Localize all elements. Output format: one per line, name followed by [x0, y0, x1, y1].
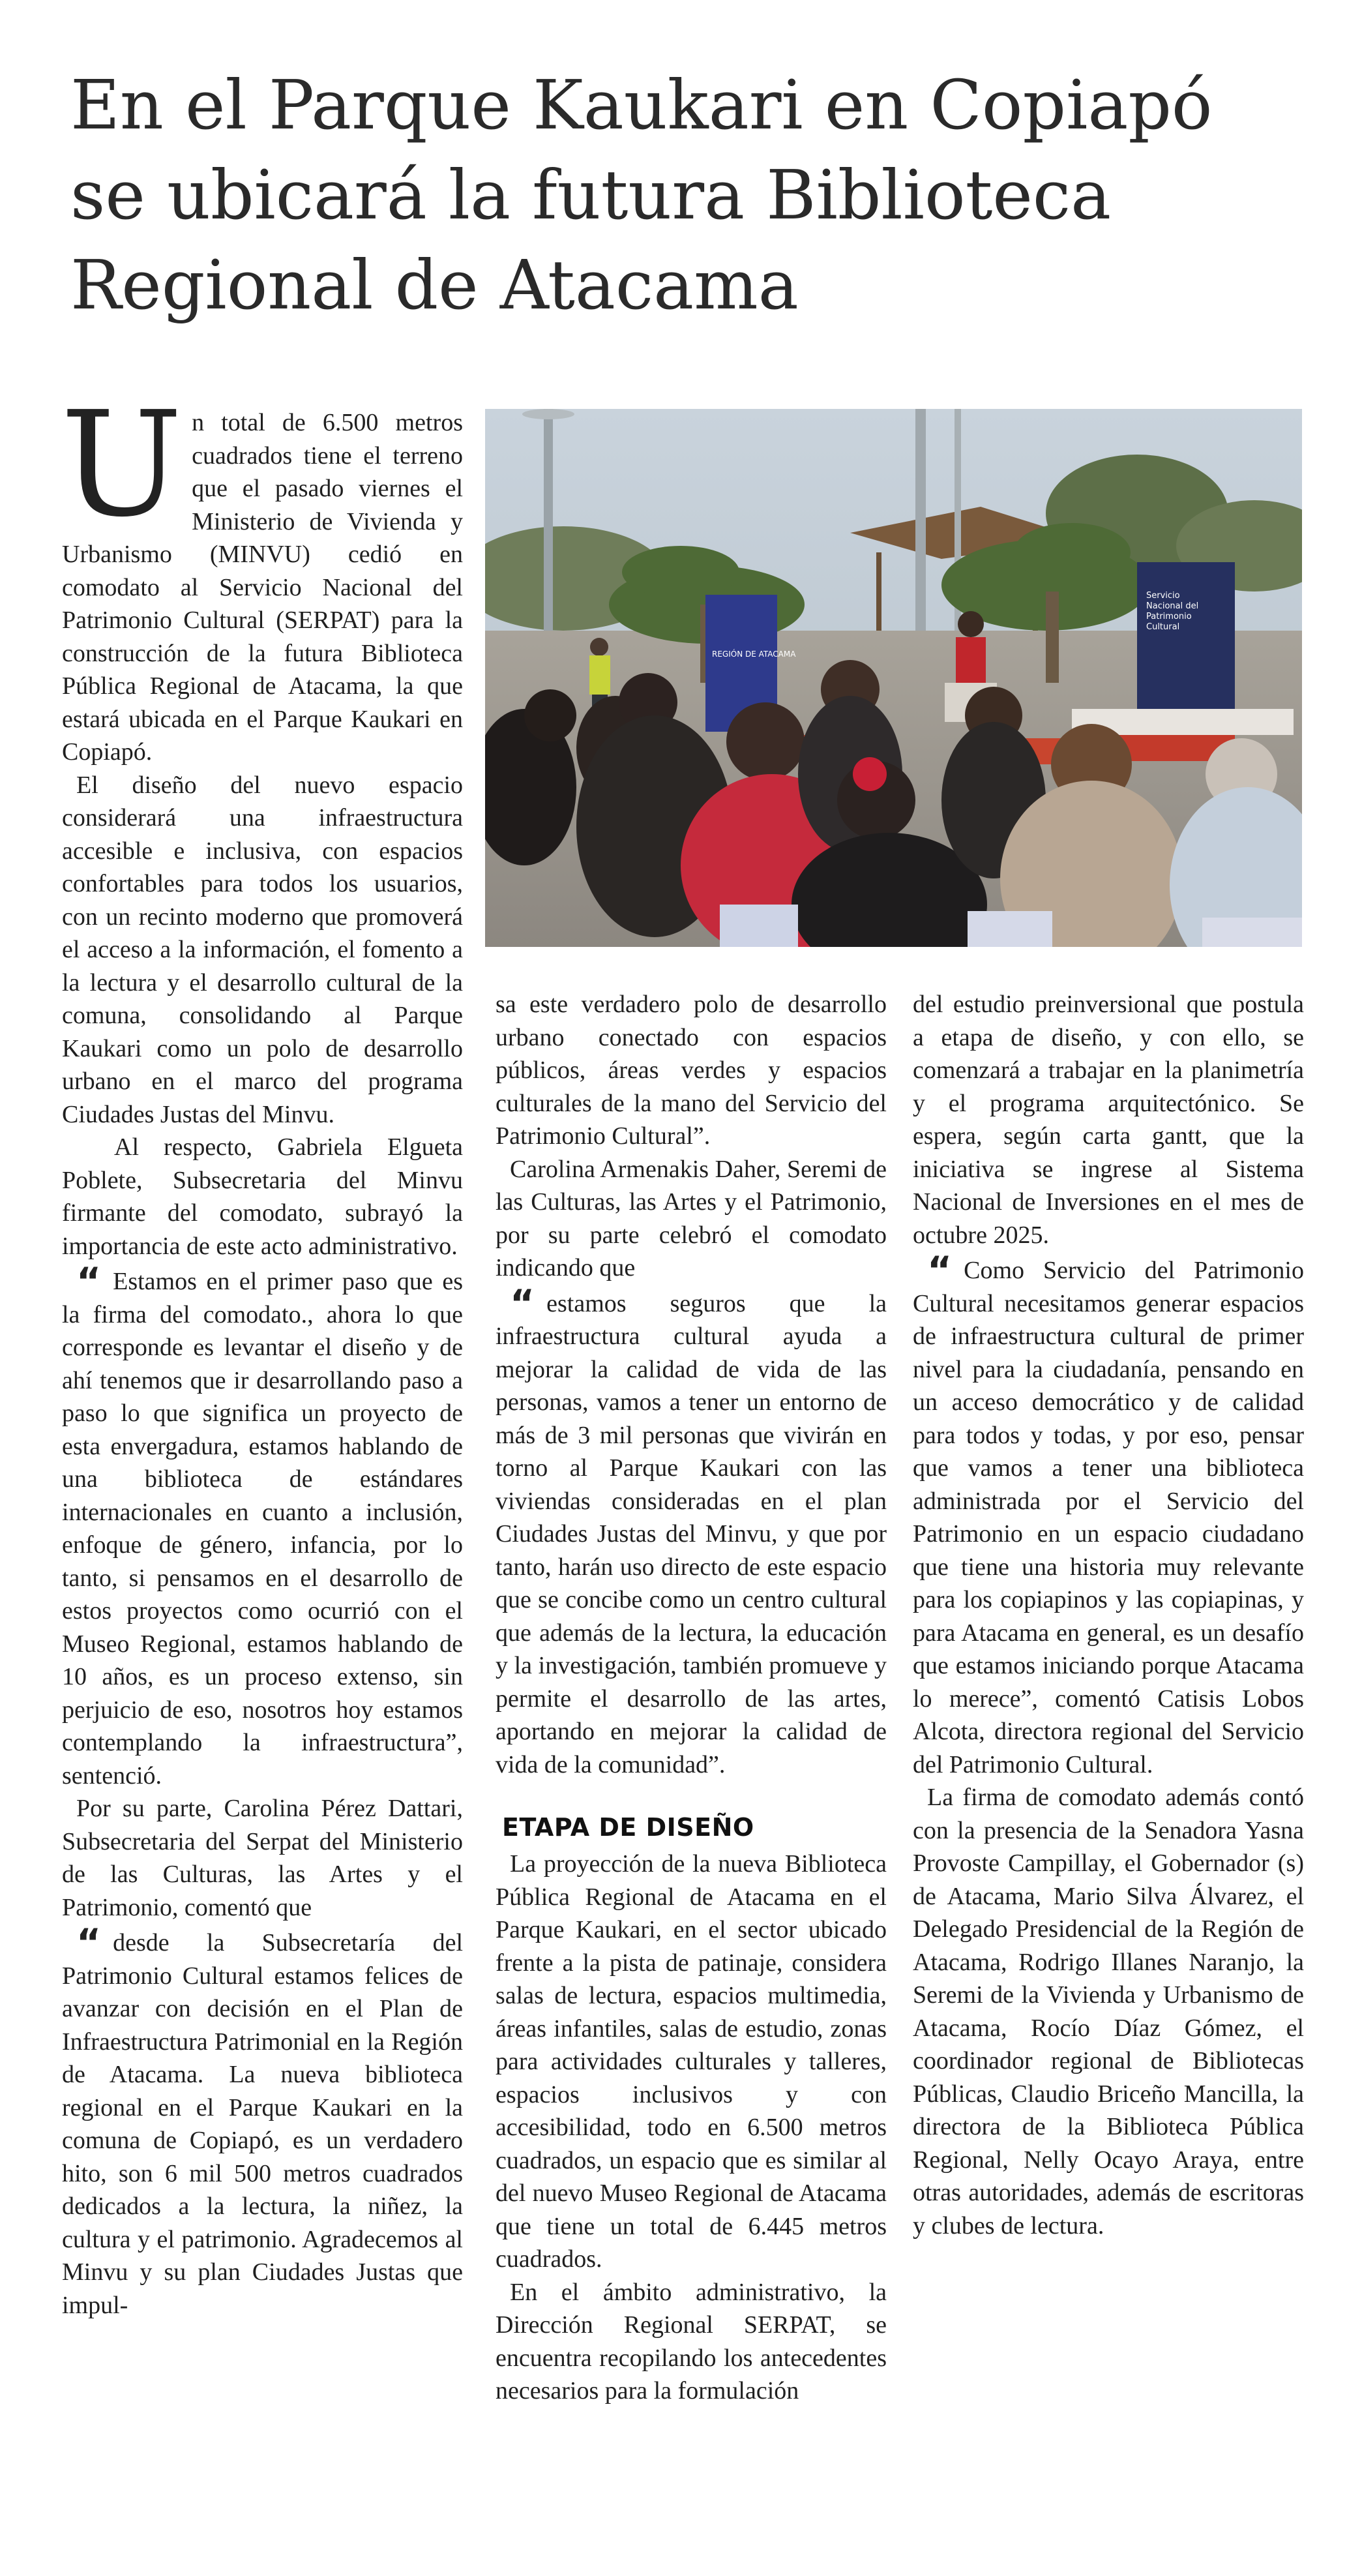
banner-right-line2: Nacional del	[1146, 601, 1199, 611]
quote-text: estamos seguros que la infraestructura cultural ayuda a mejorar la calidad de vida de las personas, vamos a tener un entorno de más de 3 mil personas que vivirán en torno al Parque Kaukari con las viviendas consideradas en el plan Ciudades Justas del Minvu, y que por tanto, harán uso directo de este espacio que se concibe como un centro cultural que además de la lectura, la educación y la investigación, también promueve y permite el desarrollo de las artes, aportando en mejorar la calidad de vida de la comunidad”.	[496, 1289, 887, 1778]
paragraph: sa este verdadero polo de desarrollo urbano conectado con espacios públicos, áreas verdes y espacios culturales de la mano del Servicio del Patrimonio Cultural”.	[496, 991, 887, 1150]
quote-mark-icon: “	[76, 1921, 102, 1965]
paragraph: Por su parte, Carolina Pérez Dattari, Subsecretaria del Serpat del Ministerio de las Culturas, las Artes y el Patrimonio, comentó que	[62, 1795, 463, 1921]
column-3	[913, 988, 1304, 2242]
quote-paragraph	[496, 1281, 887, 1782]
quote-paragraph	[62, 1921, 463, 2322]
section-heading: ETAPA DE DISEÑO	[502, 1813, 754, 1842]
quote-text: Como Servicio del Patrimonio Cultural necesitamos generar espacios de infraestructura cultural de primer nivel para la ciudadanía, pensando en un acceso democrático y de calidad para todos y todas, y por eso, pensar que vamos a tener una biblioteca administrada por el Servicio del Patrimonio en un espacio ciudadano que tiene una historia muy relevante para los copiapinos y las copiapinas, y para Atacama en general, es un desafío que estamos iniciando porque Atacama lo merece”, comentó Catisis Lobos Alcota, directora regional del Servicio del Patrimonio Cultural.	[913, 1257, 1304, 1778]
paragraph: La firma de comodato además contó con la presencia de la Senadora Yasna Provoste Campillay, el Gobernador (s) de Atacama, Mario Silva Álvarez, el Delegado Presidencial de la Región de Atacama, Rodrigo Illanes Naranjo, la Seremi de la Vivienda y Urbanismo de Atacama, Rocío Díaz Gómez, el coordinador regional de Bibliotecas Públicas, Claudio Briceño Mancilla, la directora de la Biblioteca Pública Regional, Nelly Ocayo Araya, entre otras autoridades, además de escritoras y clubes de lectura.	[913, 1784, 1304, 2239]
drop-cap: U	[61, 381, 183, 549]
headline: En el Parque Kaukari en Copiapó se ubicará la futura Biblioteca Regional de Atacama	[70, 65, 1213, 325]
paragraph: Carolina Armenakis Daher, Seremi de las Culturas, las Artes y el Patrimonio, por su parte celebró el comodato indicando que	[496, 1155, 887, 1281]
banner-right-line4: Cultural	[1146, 622, 1180, 632]
paragraph: n total de 6.500 metros cuadrados tiene el terreno que el pasado viernes el Ministerio de Vivienda y Urbanismo (MINVU) cedió en comodato al Servicio Nacional del Patrimonio Cultural (SERPAT) para la construcción de la futura Biblioteca Pública Regional de Atacama, la que estará ubicada en el Parque Kaukari en Copiapó.	[62, 409, 463, 766]
paragraph: El diseño del nuevo espacio considerará una infraestructura accesible e inclusiva, con espacios confortables para todos los usuarios, con un recinto moderno que promoverá el acceso a la información, el fomento a la lectura y el desarrollo cultural de la comuna, consolidando al Parque Kaukari como un polo de desarrollo urbano en el marco del programa Ciudades Justas del Minvu.	[62, 771, 463, 1128]
column-2	[496, 988, 887, 2408]
quote-paragraph	[913, 1248, 1304, 1781]
paragraph: del estudio preinversional que postula a etapa de diseño, y con ello, se comenzará a trabajar en la planimetría y el programa arquitectónico. Se espera, según carta gantt, que la iniciativa se ingrese al Sistema Nacional de Inversiones en el mes de octubre 2025.	[913, 991, 1304, 1249]
event-photo	[485, 409, 1302, 947]
quote-mark-icon: “	[76, 1259, 102, 1304]
banner-right-line1: Servicio	[1146, 591, 1180, 601]
banner-left-text: REGIÓN DE ATACAMA	[712, 650, 796, 659]
banner-right-line3: Patrimonio	[1146, 612, 1192, 622]
quote-mark-icon: “	[927, 1248, 953, 1293]
paragraph: La proyección de la nueva Biblioteca Pública Regional de Atacama en el Parque Kaukari, en el sector ubicado frente a la pista de patinaje, considera salas de lectura, espacios multimedia, áreas infantiles, salas de estudio, zonas para actividades culturales y talleres, espacios inclusivos y con accesibilidad, todo en 6.500 metros cuadrados, un espacio que es similar al del nuevo Museo Regional de Atacama que tiene un total de 6.445 metros cuadrados.	[496, 1850, 887, 2273]
quote-text: Estamos en el primer paso que es la firma del comodato., ahora lo que corresponde es levantar el diseño y de ahí tenemos que ir desarrollando paso a paso lo que significa un proyecto de esta envergadura, estamos hablando de una biblioteca de estándares internacionales en cuanto a inclusión, enfoque de género, infancia, por lo tanto, si pensamos en el desarrollo de estos proyectos como ocurrió con el Museo Regional, estamos hablando de 10 años, es un proceso extenso, sin perjuicio de eso, nosotros hoy estamos contemplando la infraestructura”, sentenció.	[62, 1268, 463, 1790]
quote-text: desde la Subsecretaría del Patrimonio Cultural estamos felices de avanzar con decisión en el Plan de Infraestructura Patrimonial en la Región de Atacama. La nueva biblioteca regional en el Parque Kaukari en la comuna de Copiapó, es un verdadero hito, son 6 mil 500 metros cuadrados dedicados a la lectura, la niñez, la cultura y el patrimonio. Agradecemos al Minvu y su plan Ciudades Justas que impul-	[62, 1929, 463, 2319]
quote-paragraph	[62, 1259, 463, 1792]
quote-mark-icon: “	[510, 1281, 535, 1326]
paragraph: En el ámbito administrativo, la Dirección Regional SERPAT, se encuentra recopilando los antecedentes necesarios para la formulación	[496, 2278, 887, 2404]
paragraph: Al respecto, Gabriela Elgueta Poblete, Subsecretaria del Minvu firmante del comodato, subrayó la importancia de este acto administrativo.	[62, 1133, 463, 1260]
column-1	[61, 381, 463, 2322]
